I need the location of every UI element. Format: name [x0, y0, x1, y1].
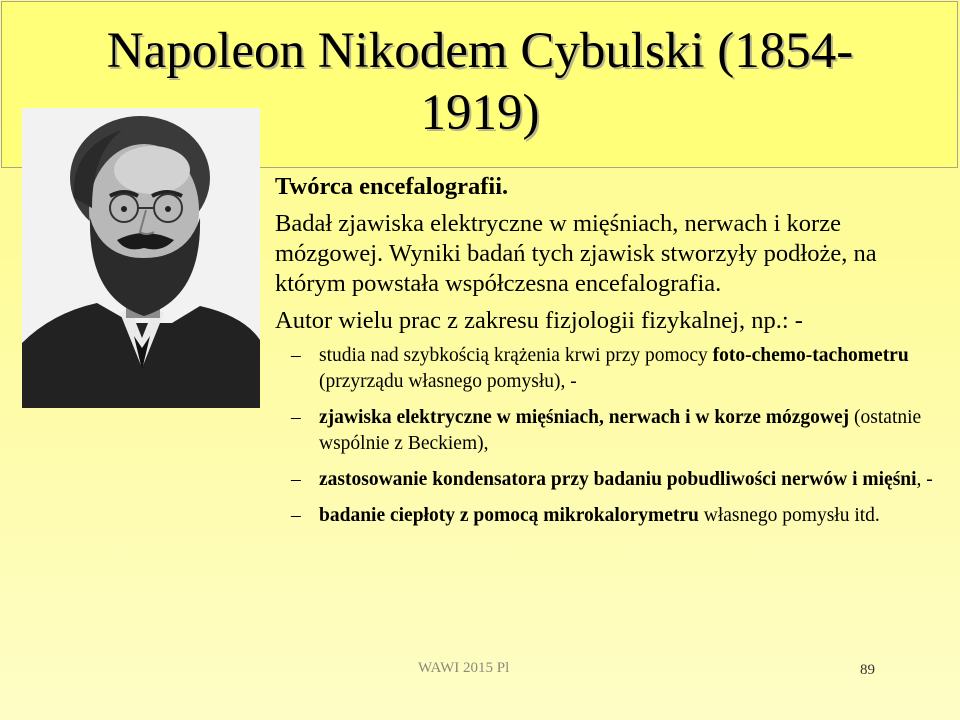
portrait-illustration	[22, 108, 260, 408]
dash-marker: –	[291, 407, 301, 428]
dash-marker: –	[291, 505, 301, 526]
footer-text: WAWI 2015 Pl	[418, 660, 510, 676]
sub-bullet-bold: badanie ciepłoty z pomocą mikrokalorymetru	[319, 505, 699, 526]
sub-bullet-4	[275, 503, 935, 529]
title-line-2: 1919)	[420, 85, 540, 141]
sub-bullet-2	[275, 405, 935, 457]
title-line-1: Napoleon Nikodem Cybulski (1854-	[106, 23, 854, 79]
sub-bullet-bold: zjawiska elektryczne w mięśniach, nerwach i w korze mózgowej	[319, 407, 850, 428]
page-number: 89	[860, 662, 875, 678]
bullet-point-2: Badał zjawiska elektryczne w mięśniach, nerwach i korze mózgowej. Wyniki badań tych zjawisk stworzyły podłoże, na którym powstała współczesna encefalografia.	[275, 210, 877, 297]
bullet-point-3: Autor wielu prac z zakresu fizjologii fizykalnej, np.: -	[275, 307, 803, 334]
sub-bullet-3	[275, 467, 935, 493]
portrait-photo	[22, 108, 260, 408]
dash-marker: –	[291, 469, 301, 490]
sub-bullet-text: własnego pomysłu itd.	[698, 505, 880, 526]
sub-bullet-bold: foto-chemo-tachometru	[712, 345, 909, 366]
slide-content	[275, 172, 935, 539]
sub-bullet-text: , -	[916, 469, 933, 490]
sub-bullet-bold: zastosowanie kondensatora przy badaniu pobudliwości nerwów i mięśni	[319, 469, 917, 490]
sub-bullet-text: (ostatnie wspólnie z Beckiem),	[319, 407, 922, 454]
sub-bullet-1	[275, 343, 935, 395]
sub-bullet-text: studia nad szybkością krążenia krwi przy pomocy	[319, 345, 713, 366]
sub-bullet-list	[275, 343, 935, 529]
sub-bullet-text: (przyrządu własnego pomysłu), -	[319, 371, 577, 392]
bullet-point-1: Twórca encefalografii.	[275, 173, 509, 200]
dash-marker: –	[291, 345, 301, 366]
